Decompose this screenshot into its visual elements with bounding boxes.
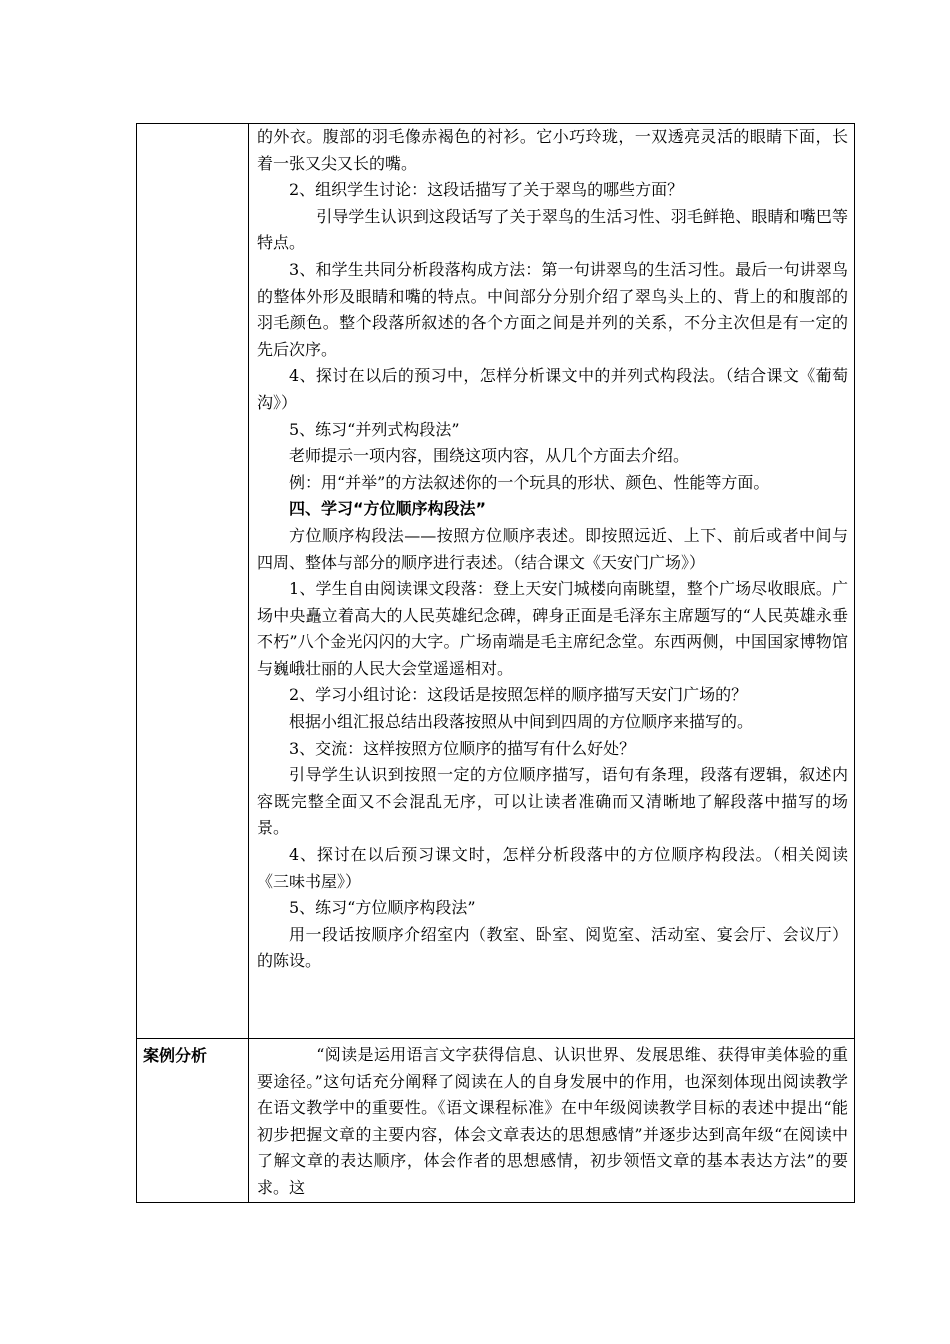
lesson-table xyxy=(136,123,855,1203)
content-cell xyxy=(249,1039,855,1203)
case-analysis-label: 案例分析 xyxy=(143,1046,208,1065)
table-row xyxy=(137,1039,855,1203)
paragraph: 例：用“并举”的方法叙述你的一个玩具的形状、颜色、性能等方面。 xyxy=(289,472,770,492)
row-label-cell xyxy=(137,124,249,1039)
paragraph: 4、探讨在以后预习课文时，怎样分析段落中的方位顺序构段法。（相关阅读《三味书屋》） xyxy=(257,845,848,891)
table-row xyxy=(137,124,855,1039)
section-heading: 四、学习“方位顺序构段法” xyxy=(289,499,487,519)
paragraph: 5、练习“并列式构段法” xyxy=(289,419,460,439)
paragraph: 根据小组汇报总结出段落按照从中间到四周的方位顺序来描写的。 xyxy=(289,712,754,732)
paragraph: “阅读是运用语言文字获得信息、认识世界、发展思维、获得审美体验的重要途径。”这句话充分阐释了阅读在人的自身发展中的作用，也深刻体现出阅读教学在语文教学中的重要性。《语文课程标准》在中年级阅读教学目标的表述中提出“能初步把握文章的主要内容，体会文章表达的思想感情”并逐步达到高年级“在阅读中了解文章的表达顺序，体会作者的思想感情，初步领悟文章的基本表达方法”的要求。这 xyxy=(257,1045,848,1197)
row-label-cell xyxy=(137,1039,249,1203)
paragraph: 2、组织学生讨论：这段话描写了关于翠鸟的哪些方面？ xyxy=(289,180,684,200)
paragraph: 2、学习小组讨论：这段话是按照怎样的顺序描写天安门广场的？ xyxy=(289,685,748,705)
paragraph: 3、交流：这样按照方位顺序的描写有什么好处？ xyxy=(289,738,636,758)
content-cell xyxy=(249,124,855,1039)
paragraph: 方位顺序构段法——按照方位顺序表述。即按照远近、上下、前后或者中间与四周、整体与部分的顺序进行表述。（结合课文《天安门广场》） xyxy=(257,525,848,572)
paragraph: 引导学生认识到按照一定的方位顺序描写，语句有条理，段落有逻辑，叙述内容既完整全面又不会混乱无序，可以让读者准确而又清晰地了解段落中描写的场景。 xyxy=(257,765,848,838)
paragraph: 3、和学生共同分析段落构成方法：第一句讲翠鸟的生活习性。最后一句讲翠鸟的整体外形及眼睛和嘴的特点。中间部分分别介绍了翠鸟头上的、背上的和腹部的羽毛颜色。整个段落所叙述的各个方面之间是并列的关系，不分主次但是有一定的先后次序。 xyxy=(257,259,848,359)
paragraph: 1、学生自由阅读课文段落：登上天安门城楼向南眺望，整个广场尽收眼底。广场中央矗立着高大的人民英雄纪念碑，碑身正面是毛泽东主席题写的“人民英雄永垂不朽”八个金光闪闪的大字。广场南端是毛主席纪念堂。东西两侧，中国国家博物馆与巍峨壮丽的人民大会堂遥遥相对。 xyxy=(257,579,848,678)
paragraph: 老师提示一项内容，围绕这项内容，从几个方面去介绍。 xyxy=(289,446,690,466)
paragraph: 引导学生认识到这段话写了关于翠鸟的生活习性、羽毛鲜艳、眼睛和嘴巴等特点。 xyxy=(257,206,848,253)
paragraph: 4、探讨在以后的预习中，怎样分析课文中的并列式构段法。（结合课文《葡萄沟》） xyxy=(257,366,848,412)
paragraph: 5、练习“方位顺序构段法” xyxy=(289,898,476,918)
paragraph: 用一段话按顺序介绍室内（教室、卧室、阅览室、活动室、宴会厅、会议厅）的陈设。 xyxy=(257,924,848,971)
paragraph: 的外衣。腹部的羽毛像赤褐色的衬衫。它小巧玲珑，一双透亮灵活的眼睛下面，长着一张又尖又长的嘴。 xyxy=(257,127,848,173)
